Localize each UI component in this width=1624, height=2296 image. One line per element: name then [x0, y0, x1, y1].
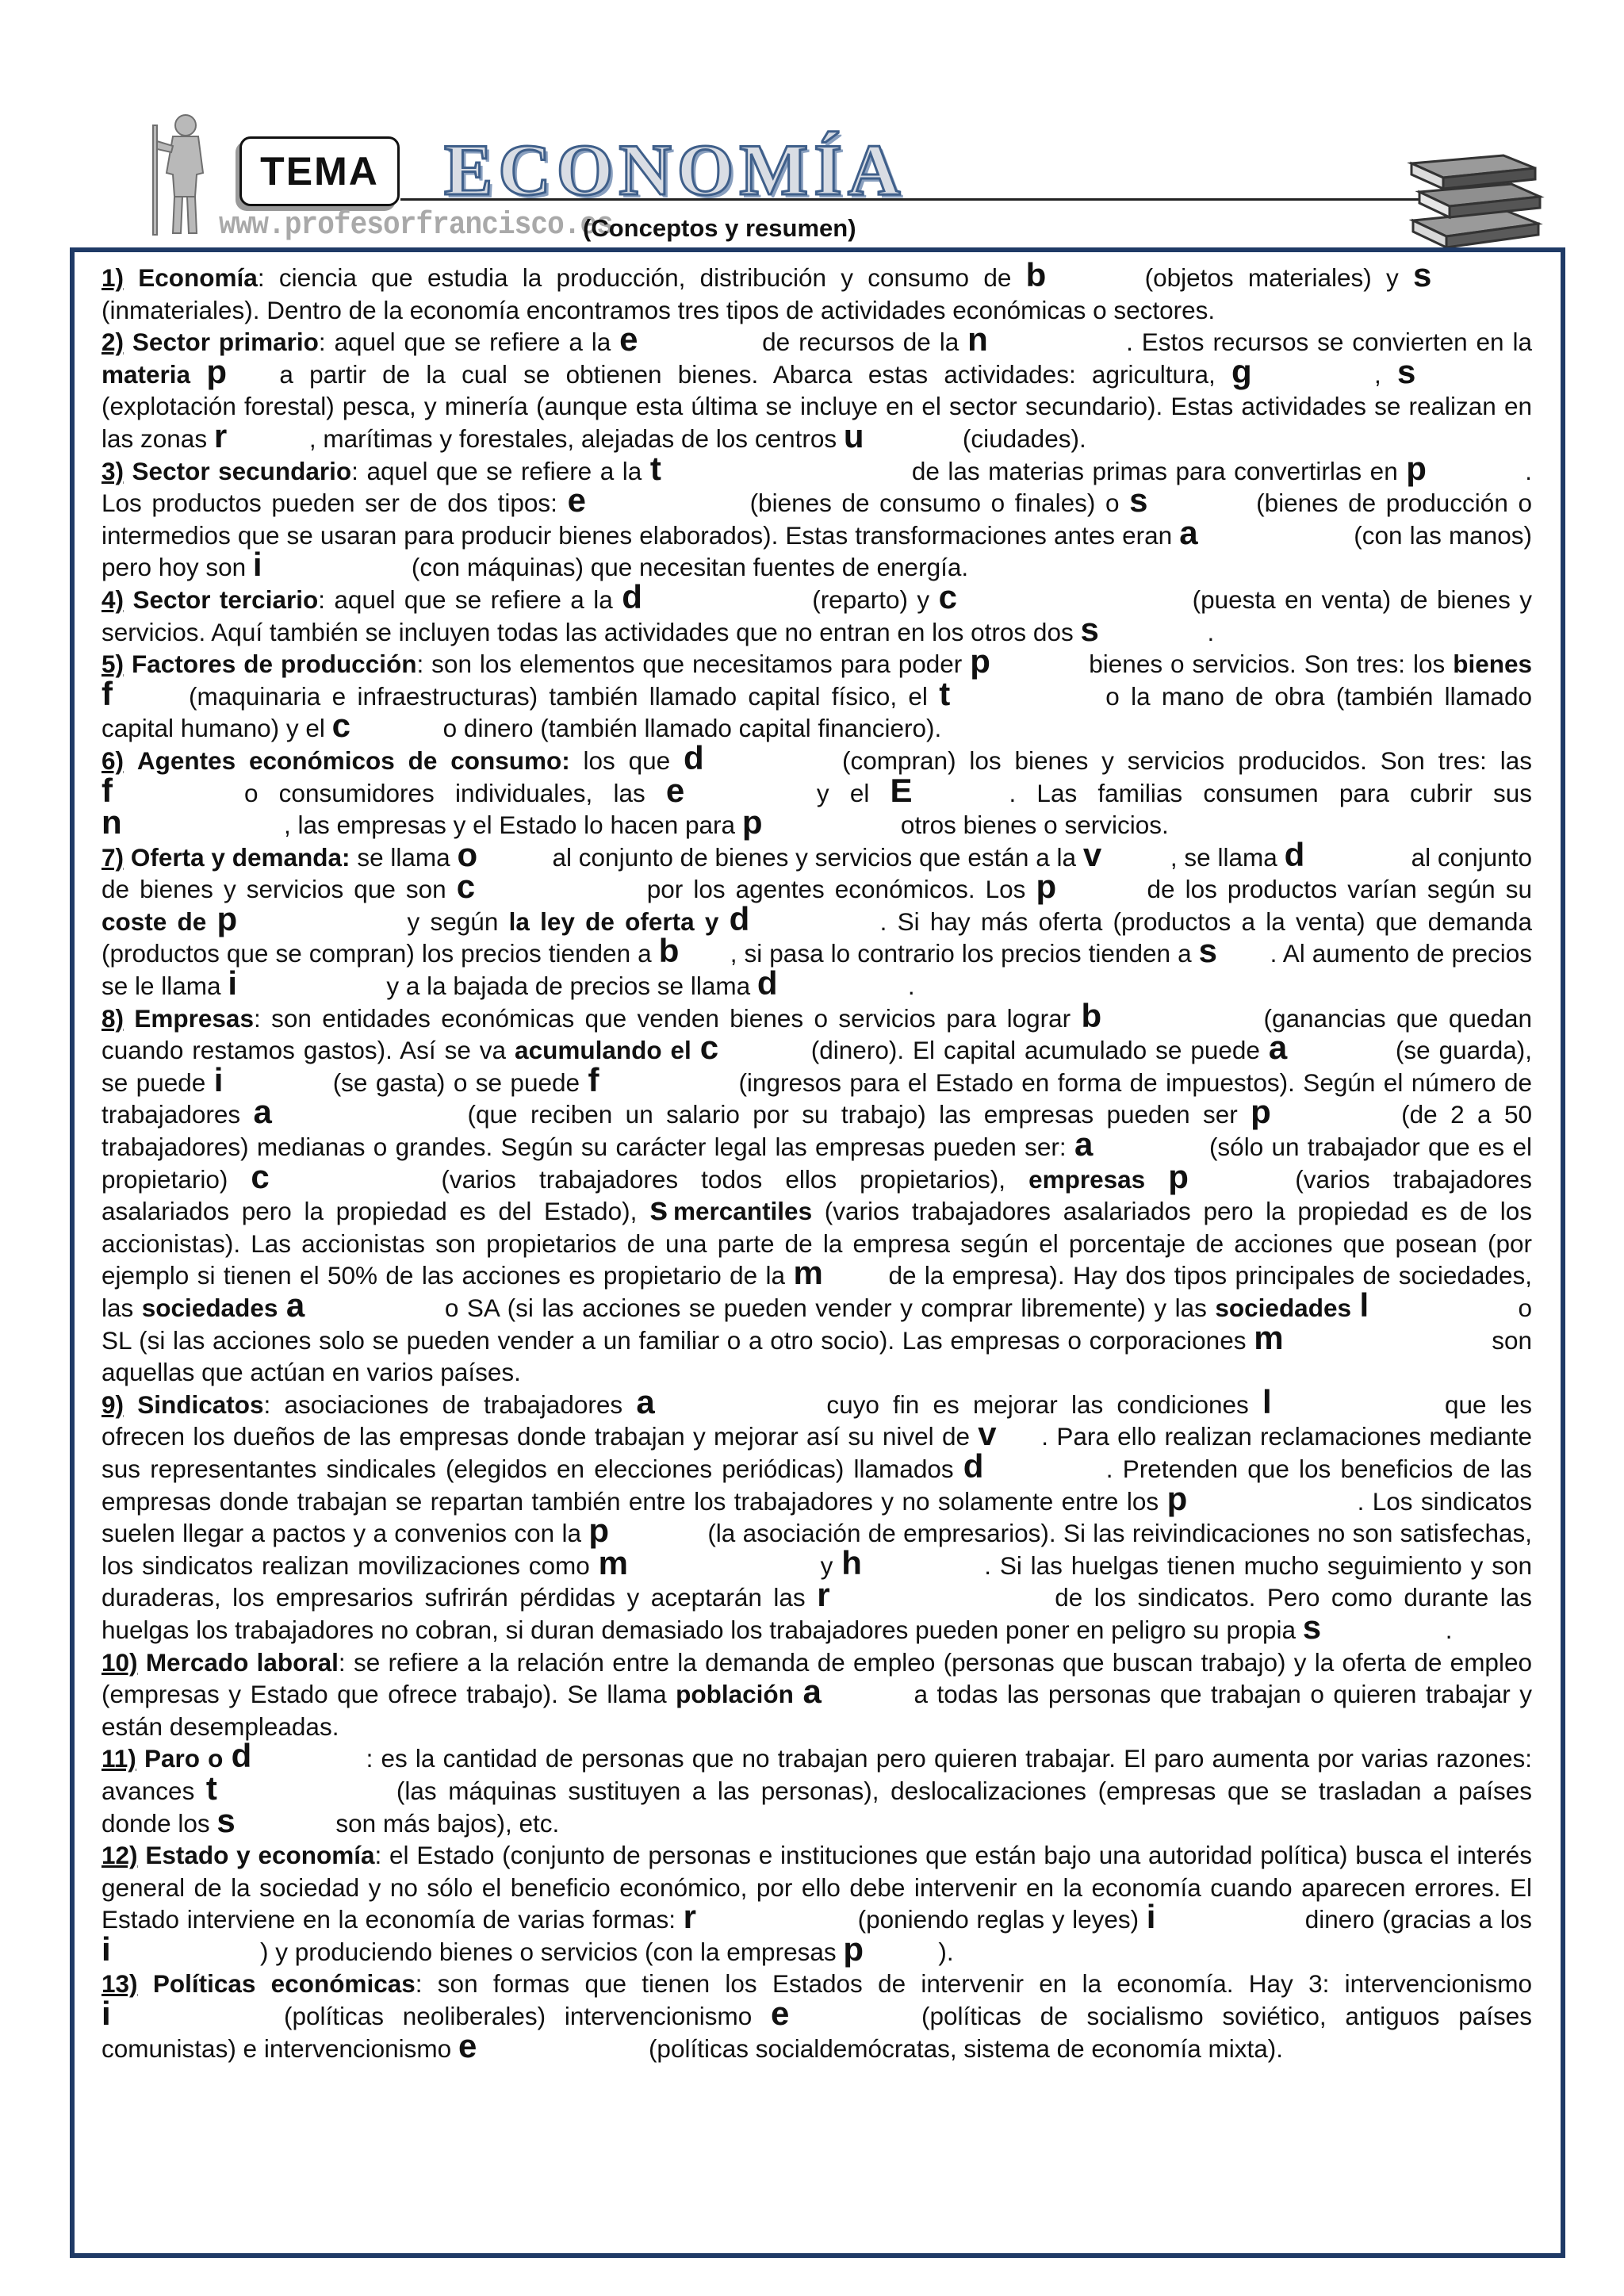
body-text: (varios trabajadores asalariados pero la propiedad es de los accionistas). Las accionistas son propietarios de una parte de la empresa según el porcentaje de acciones que posean (por ejemplo si tienen el 50% de las acciones es propietario de la [102, 1197, 1532, 1290]
body-text: (las máquinas sustituyen a las personas), deslocalizaciones (empresas que se trasladan a países donde los [102, 1776, 1532, 1838]
key-term: sociedades [1215, 1294, 1360, 1322]
section-number: 6) [102, 746, 124, 775]
key-term: Políticas económicas [152, 1969, 416, 1999]
body-text: (que reciben un salario por su trabajo) las empresas pueden ser [467, 1100, 1251, 1129]
body-text: . Estos recursos se convierten en la [1126, 328, 1532, 357]
key-term: sociedades [141, 1294, 286, 1322]
section-number: 13) [102, 1969, 138, 1999]
key-term: Paro o [144, 1744, 232, 1773]
body-text: (políticas neoliberales) intervencionismo [284, 2002, 771, 2031]
body-text: : aquel que se refiere a la [351, 456, 650, 485]
body-text: : el Estado (conjunto de personas e instituciones que están bajo una autoridad política) busca el interés general de la sociedad y no sólo el beneficio económico, por ello debe intervenir en la economía cuando aparecen errores. El Estado interviene en la economía de varias formas: [102, 1841, 1532, 1934]
section-number: 8) [102, 1003, 124, 1033]
body-text: y [820, 1550, 842, 1580]
body-text: . Para ello realizan reclamaciones mediante sus representantes sindicales (elegidos en elecciones periódicas) llamados [102, 1422, 1532, 1483]
key-term: Mercado laboral [145, 1647, 339, 1677]
section-number: 4) [102, 585, 124, 614]
body-text: de los sindicatos. Pero como durante las huelgas los trabajadores no cobran, si duran demasiado los trabajadores pueden poner en peligro su propia [102, 1583, 1532, 1644]
body-text: o SL (si las acciones solo se pueden vender a un familiar o a otro socio). Las empresas o corporaciones [102, 1294, 1532, 1355]
section-number: 10) [102, 1647, 138, 1677]
body-text: ). [938, 1937, 954, 1966]
body-text: (varios trabajadores asalariados pero la propiedad es del Estado), [102, 1164, 1532, 1226]
body-text: o dinero (también llamado capital financiero). [442, 714, 942, 743]
books-stack-icon [1404, 141, 1546, 251]
key-term: Oferta y demanda: [130, 842, 350, 872]
page-title: ECONOMÍA [444, 129, 906, 210]
body-text: , marítimas y forestales, alejadas de los centros [308, 424, 844, 453]
body-text: son aquellas que actúan en varios países. [102, 1325, 1532, 1387]
section-number: 3) [102, 456, 124, 485]
key-term: Sector secundario [132, 456, 352, 485]
page-header [0, 0, 1624, 246]
body-text: : son los elementos que necesitamos para poder [416, 650, 971, 679]
section-number: 5) [102, 650, 124, 679]
body-text: de las materias primas para convertirlas en [911, 456, 1407, 485]
concept-section: 8) Empresas: son entidades económicas que venden bienes o servicios para lograr b (ganancias que quedan cuando restamos gastos). Así se va acumulando el c (dinero). El capital acumulado se puede a (se guarda), se puede i (se gasta) o se puede f (ingresos para el Estado en forma de impuestos). Según el número de trabajadores a (que reciben un salario por su trabajo) las empresas pueden ser p (de 2 a 50 trabajadores) medianas o grandes. Según su carácter legal las empresas pueden ser: a (sólo un trabajador que es el propietario) c (varios trabajadores todos ellos propietarios), empresas p (varios trabajadores asalariados pero la propiedad es del Estado), s mercantiles (varios trabajadores asalariados pero la propiedad es de los accionistas). Las accionistas son propietarios de una parte de la empresa según el porcentaje de acciones que posean (por ejemplo si tienen el 50% de las acciones es propietario de la m de la empresa). Hay dos tipos principales de sociedades, las sociedades a o SA (si las acciones se pueden vender y comprar libremente) y las sociedades l o SL (si las acciones solo se pueden vender a un familiar o a otro socio). Las empresas o corporaciones m son aquellas que actúan en varios países. [102, 996, 1533, 1387]
body-text: y según [407, 907, 509, 936]
section-number: 12) [102, 1841, 138, 1870]
body-text: (ganancias que quedan cuando restamos gastos). Así se va [102, 1003, 1532, 1065]
body-text: o la mano de obra (también llamado capital humano) y el [102, 681, 1532, 743]
body-text: (maquinaria e infraestructuras) también llamado capital físico, el [189, 681, 940, 711]
body-text: (sólo un trabajador que es el propietario) [102, 1133, 1532, 1194]
body-text: (poniendo reglas y leyes) [857, 1905, 1147, 1934]
concept-section: 9) Sindicatos: asociaciones de trabajadores a cuyo fin es mejorar las condiciones l que les ofrecen los dueños de las empresas donde trabajan y mejorar así su nivel de v . Para ello realizan reclamaciones mediante sus representantes sindicales (elegidos en elecciones periódicas) llamados d . Pretenden que los beneficios de las empresas donde trabajan se repartan también entre los trabajadores y no solamente entre los p . Los sindicatos suelen llegar a pactos y a convenios con la p (la asociación de empresarios). Si las reivindicaciones no son satisfechas, los sindicatos realizan movilizaciones como m y h . Si las huelgas tienen mucho seguimiento y son duraderas, los empresarios sufrirán pérdidas y aceptarán las r de los sindicatos. Pero como durante las huelgas los trabajadores no cobran, si duran demasiado los trabajadores pueden poner en peligro su propia s . [102, 1382, 1533, 1646]
section-number: 11) [102, 1744, 136, 1773]
body-text: , [1374, 359, 1397, 389]
body-text: : se refiere a la relación entre la demanda de empleo (personas que buscan trabajo) y la oferta de empleo (empresas y Estado que ofrece trabajo). Se llama [102, 1647, 1532, 1709]
body-text: (se guarda), se puede [102, 1036, 1532, 1097]
body-text: (con las manos) pero hoy son [102, 520, 1532, 582]
body-text: . Al aumento de precios se le llama [102, 939, 1532, 1001]
concept-section: 5) Factores de producción: son los elementos que necesitamos para poder p bienes o servicios. Son tres: los bienes f (maquinaria e infraestructuras) también llamado capital físico, el t o la mano de obra (también llamado capital humano) y el c o dinero (también llamado capital financiero). [102, 642, 1532, 745]
body-text: . Si hay más oferta (productos a la venta) que demanda (productos que se compran) los precios tienden a [102, 907, 1532, 968]
concept-section: 6) Agentes económicos de consumo: los que d (compran) los bienes y servicios producidos. Son tres: las f o consumidores individuales, las e y el E . Las familias consumen para cubrir sus n , las empresas y el Estado lo hacen para p otros bienes o servicios. [102, 738, 1532, 841]
body-text: los que [569, 746, 684, 775]
concept-section: 13) Políticas económicas: son formas que tienen los Estados de intervenir en la economía. Hay 3: intervencionismo i (políticas neoliberales) intervencionismo e (políticas de socialismo soviético, antiguos países comunistas) e intervencionismo e (políticas socialdemócratas, sistema de economía mixta). [102, 1969, 1533, 2064]
body-text: son más bajos), etc. [335, 1808, 560, 1838]
body-text: (la asociación de empresarios). Si las reivindicaciones no son satisfechas, los sindicatos realizan movilizaciones como [102, 1519, 1532, 1580]
body-text: : son entidades económicas que venden bienes o servicios para lograr [253, 1003, 1082, 1033]
body-text: (bienes de consumo o finales) o [749, 489, 1130, 518]
body-text: (ingresos para el Estado en forma de impuestos). Según el número de trabajadores [102, 1068, 1532, 1129]
body-text: se llama [350, 842, 458, 872]
body-text: . [907, 972, 915, 1001]
concept-section: 11) Paro o d : es la cantidad de personas que no trabajan pero quieren trabajar. El paro aumenta por varias razones: avances t (las máquinas sustituyen a las personas), deslocalizaciones (empresas que se trasladan a países donde los s son más bajos), etc. [102, 1737, 1532, 1839]
body-text: o consumidores individuales, las [244, 778, 666, 807]
body-text: (dinero). El capital acumulado se puede [810, 1036, 1269, 1065]
key-term: empresas [1028, 1164, 1169, 1194]
body-text: : aquel que se refiere a la [318, 328, 620, 357]
key-term: mercantiles [673, 1197, 813, 1226]
body-text: (inmateriales). Dentro de la economía encontramos tres tipos de actividades económicas o sectores. [102, 295, 1216, 324]
tema-label: TEMA [260, 149, 379, 194]
body-text: (políticas socialdemócratas, sistema de economía mixta). [648, 2033, 1284, 2063]
body-text: (varios trabajadores todos ellos propietarios), [441, 1164, 1029, 1194]
body-text: , si pasa lo contrario los precios tienden a [730, 939, 1199, 968]
body-text: . [1445, 1615, 1453, 1644]
key-term: Empresas [134, 1003, 254, 1033]
body-text: (puesta en venta) de bienes y servicios. Aquí también se incluyen todas las actividades que no entran en los otros dos [102, 585, 1532, 646]
body-text: . Los productos pueden ser de dos tipos: [102, 456, 1533, 518]
key-term: Sector terciario [132, 585, 319, 614]
body-text: (objetos materiales) y [1144, 263, 1413, 292]
concept-section: 2) Sector primario: aquel que se refiere a la e de recursos de la n . Estos recursos se convierten en la materia p a partir de la cual se obtienen bienes. Abarca estas actividades: agricultura, g , s(explotación forestal) pesca, y minería (aunque esta última se incluye en el sector secundario). Estas actividades se realizan en las zonas r , marítimas y forestales, alejadas de los centros u (ciudades). [102, 320, 1532, 454]
body-text: de recursos de la [762, 328, 968, 357]
key-term: Agentes económicos de consumo: [136, 746, 570, 775]
body-text: : son formas que tienen los Estados de intervenir en la economía. Hay 3: intervencionismo [415, 1969, 1532, 1999]
body-text: . Pretenden que los beneficios de las empresas donde trabajan se repartan también entre los trabajadores y no solamente entre los [102, 1454, 1532, 1516]
knight-statue-icon [151, 109, 217, 236]
concept-section: 4) Sector terciario: aquel que se refiere a la d (reparto) y c (puesta en venta) de bienes y servicios. Aquí también se incluyen todas las actividades que no entran en los otros dos s . [102, 577, 1532, 648]
body-text: por los agentes económicos. Los [646, 875, 1036, 904]
section-number: 9) [102, 1389, 124, 1419]
body-text: de los productos varían según su [1147, 875, 1532, 904]
key-term: acumulando el [515, 1036, 700, 1065]
body-text: dinero (gracias a los [1304, 1905, 1533, 1934]
body-text: (explotación forestal) pesca, y minería (aunque esta última se incluye en el sector secundario). Estas actividades se realizan en las zonas [102, 392, 1532, 453]
body-text: al conjunto de bienes y servicios que son [102, 842, 1532, 904]
tema-label-box [239, 136, 400, 206]
body-text: bienes o servicios. Son tres: los [1089, 650, 1454, 679]
body-text: que les ofrecen los dueños de las empresas donde trabajan y mejorar así su nivel de [102, 1389, 1532, 1451]
key-term: Economía [138, 263, 258, 292]
concept-section: 3) Sector secundario: aquel que se refiere a la t de las materias primas para convertirlas en p . Los productos pueden ser de dos tipos: e (bienes de consumo o finales) o s (bienes de producción o intermedios que se usaran para producir bienes elaborados). Estas transformaciones antes eran a (con las manos) pero hoy son i (con máquinas) que necesitan fuentes de energía. [102, 449, 1533, 584]
key-term: la ley de oferta y [508, 907, 730, 936]
section-number: 7) [102, 842, 124, 872]
body-text: y el [816, 778, 891, 807]
body-text: , las empresas y el Estado lo hacen para [284, 811, 742, 840]
body-text: a todas las personas que trabajan o quieren trabajar y están desempleadas. [102, 1680, 1533, 1741]
website-label: www.profesorfrancisco.es [219, 208, 613, 243]
body-text: a partir de la cual se obtienen bienes. Abarca estas actividades: agricultura, [279, 359, 1231, 389]
concept-section: 12) Estado y economía: el Estado (conjunto de personas e instituciones que están bajo una autoridad política) busca el interés general de la sociedad y no sólo el beneficio económico, por ello debe intervenir en la economía cuando aparecen errores. El Estado interviene en la economía de varias formas: r (poniendo reglas y leyes) i dinero (gracias a los i ) y produciendo bienes o servicios (con la empresas p ). [102, 1841, 1533, 1968]
body-text: . Las familias consumen para cubrir sus [1009, 778, 1532, 807]
body-text: (compran) los bienes y servicios producidos. Son tres: las [842, 746, 1532, 775]
body-text: (con máquinas) que necesitan fuentes de energía. [411, 553, 969, 582]
body-text: (reparto) y [812, 585, 939, 614]
body-text: . Si las huelgas tienen mucho seguimiento y son duraderas, los empresarios sufrirán pérdidas y aceptarán las [102, 1550, 1532, 1612]
summary-box [70, 247, 1565, 2258]
key-term: Sector primario [132, 328, 319, 357]
body-text: (de 2 a 50 trabajadores) medianas o grandes. Según su carácter legal las empresas pueden ser: [102, 1100, 1532, 1162]
body-text: . Los sindicatos suelen llegar a pactos y a convenios con la [102, 1486, 1533, 1548]
section-number: 2) [102, 328, 124, 357]
page-subtitle: (Conceptos y resumen) [583, 214, 856, 242]
body-text: al conjunto de bienes y servicios que están a la [552, 842, 1083, 872]
body-text: : asociaciones de trabajadores [263, 1389, 637, 1419]
body-text: (políticas de socialismo soviético, antiguos países comunistas) e intervencionismo [102, 2002, 1533, 2063]
body-text: , se llama [1170, 842, 1285, 872]
body-text: cuyo fin es mejorar las condiciones [826, 1389, 1262, 1419]
body-text: o SA (si las acciones se pueden vender y comprar libremente) y las [444, 1294, 1216, 1322]
key-term: Sindicatos [137, 1389, 264, 1419]
key-term: bienes [1453, 650, 1532, 679]
body-text: : es la cantidad de personas que no trabajan pero quieren trabajar. El paro aumenta por varias razones: avances [102, 1744, 1532, 1805]
section-number: 1) [102, 263, 124, 292]
body-text: y a la bajada de precios se llama [386, 972, 757, 1001]
body-text: (se gasta) o se puede [332, 1068, 588, 1097]
body-text: otros bienes o servicios. [900, 811, 1169, 840]
key-term: población [676, 1680, 803, 1709]
body-text: : aquel que se refiere a la [318, 585, 622, 614]
key-term: coste de [102, 907, 217, 936]
body-text: ) y produciendo bienes o servicios (con la empresas [260, 1937, 844, 1966]
concept-section: 1) Economía: ciencia que estudia la producción, distribución y consumo de b (objetos materiales) y s(inmateriales). Dentro de la economía encontramos tres tipos de actividades económicas o sectores. [102, 256, 1432, 324]
key-term: materia [102, 359, 207, 389]
body-text: (ciudades). [962, 424, 1086, 453]
key-term: Estado y economía [145, 1841, 375, 1870]
body-text: . [1207, 617, 1215, 646]
body-text: : ciencia que estudia la producción, distribución y consumo de [257, 263, 1026, 292]
key-term: Factores de producción [131, 650, 417, 679]
concept-section: 7) Oferta y demanda: se llama o al conjunto de bienes y servicios que están a la v , se llama d al conjunto de bienes y servicios que son c por los agentes económicos. Los p de los productos varían según su coste de p y según la ley de oferta y d . Si hay más oferta (productos a la venta) que demanda (productos que se compran) los precios tienden a b , si pasa lo contrario los precios tienden a s . Al aumento de precios se le llama i y a la bajada de precios se llama d . [102, 835, 1532, 1002]
concept-section: 10) Mercado laboral: se refiere a la relación entre la demanda de empleo (personas que buscan trabajo) y la oferta de empleo (empresas y Estado que ofrece trabajo). Se llama población a a todas las personas que trabajan o quieren trabajar y están desempleadas. [102, 1647, 1533, 1741]
body-text: de la empresa). Hay dos tipos principales de sociedades, las [102, 1261, 1533, 1322]
body-text: (bienes de producción o intermedios que se usaran para producir bienes elaborados). Estas transformaciones antes eran [102, 489, 1532, 550]
